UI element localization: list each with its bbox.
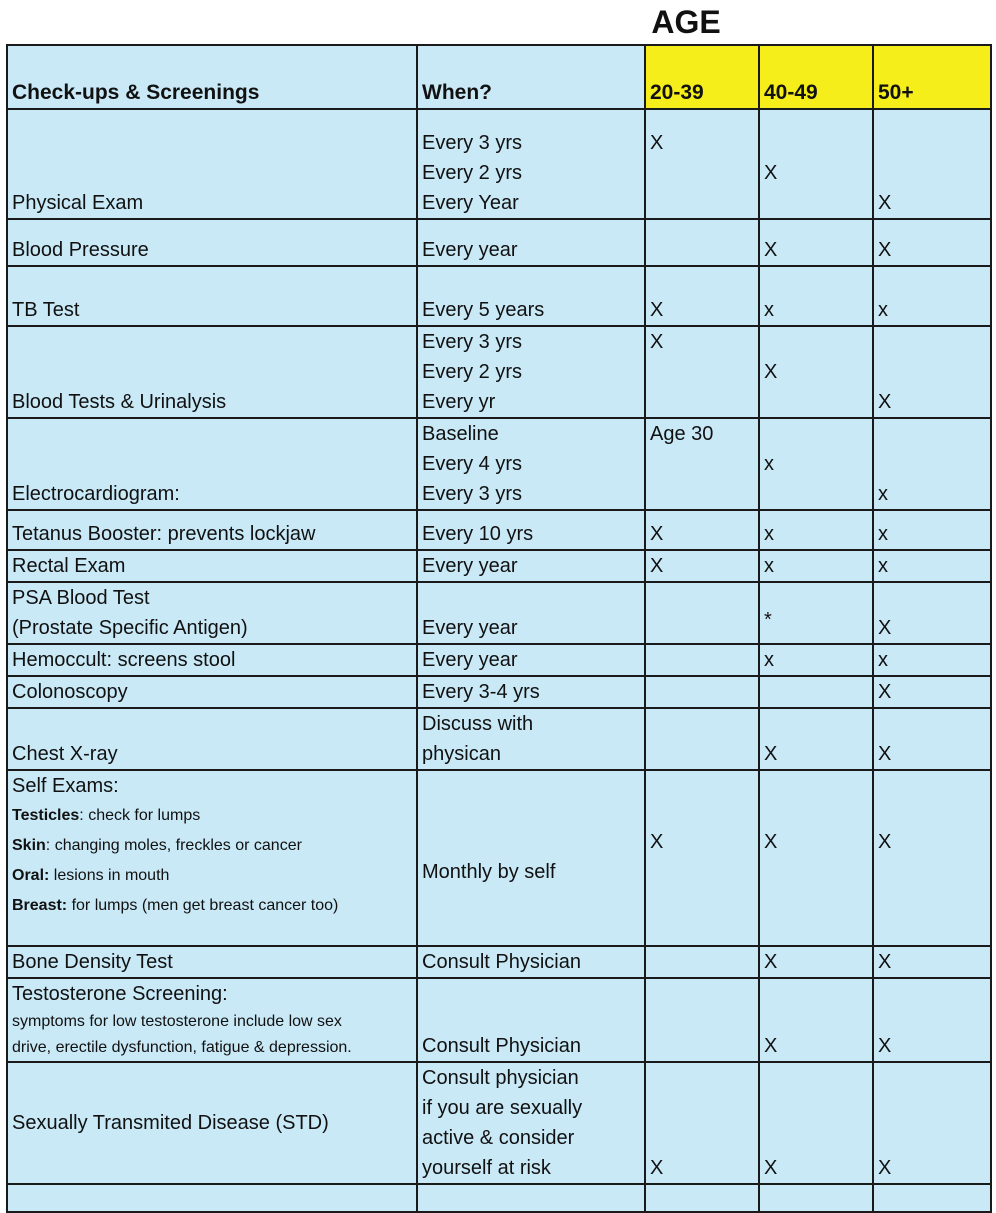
- row-age-20-39: [645, 644, 759, 676]
- row-age-40-49: X: [759, 946, 873, 978]
- empty-cell: [7, 1184, 417, 1212]
- row-age-20-39: [645, 219, 759, 266]
- row-age-50-plus: X: [873, 946, 991, 978]
- table-row: [7, 550, 991, 582]
- self-exam-skin: Skin: changing moles, freckles or cancer: [12, 837, 302, 854]
- row-when: Monthly by self: [417, 770, 645, 946]
- row-name: PSA Blood Test (Prostate Specific Antigen): [7, 582, 417, 644]
- empty-cell: [873, 1184, 991, 1212]
- row-age-20-39: X: [645, 266, 759, 326]
- row-age-40-49: X: [759, 978, 873, 1062]
- row-when: Every 3 yrs Every 2 yrs Every yr: [417, 326, 645, 418]
- row-name: Sexually Transmited Disease (STD): [7, 1062, 417, 1184]
- table-row: [7, 1062, 991, 1184]
- table-row: [7, 708, 991, 770]
- row-age-50-plus: X: [873, 978, 991, 1062]
- row-age-40-49: x: [759, 550, 873, 582]
- row-age-20-39: X: [645, 326, 759, 418]
- row-age-40-49: X: [759, 770, 873, 946]
- row-name: Electrocardiogram:: [7, 418, 417, 510]
- table-row: [7, 978, 991, 1062]
- row-age-40-49: x: [759, 644, 873, 676]
- table-row: [7, 219, 991, 266]
- table-row: [7, 644, 991, 676]
- row-age-20-39: X: [645, 1062, 759, 1184]
- self-exam-oral: Oral: lesions in mouth: [12, 867, 170, 884]
- row-age-40-49: X: [759, 1062, 873, 1184]
- row-when: Every year: [417, 219, 645, 266]
- empty-row: [7, 1184, 991, 1212]
- row-name: Bone Density Test: [7, 946, 417, 978]
- header-checkups: Check-ups & Screenings: [7, 45, 417, 109]
- row-age-20-39: [645, 946, 759, 978]
- table-row: [7, 510, 991, 550]
- table-row: [7, 946, 991, 978]
- table-row: [7, 676, 991, 708]
- row-age-50-plus: X: [873, 582, 991, 644]
- row-age-50-plus: X: [873, 770, 991, 946]
- header-when: When?: [417, 45, 645, 109]
- row-name: Blood Tests & Urinalysis: [7, 326, 417, 418]
- row-when: Every 10 yrs: [417, 510, 645, 550]
- row-age-50-plus: X: [873, 219, 991, 266]
- table-row: [7, 326, 991, 418]
- row-age-50-plus: X: [873, 326, 991, 418]
- row-age-20-39: [645, 676, 759, 708]
- table-row: [7, 109, 991, 219]
- row-name: Rectal Exam: [7, 550, 417, 582]
- row-age-40-49: X: [759, 219, 873, 266]
- row-age-50-plus: x: [873, 550, 991, 582]
- row-name: Tetanus Booster: prevents lockjaw: [7, 510, 417, 550]
- row-age-40-49: X: [759, 326, 873, 418]
- row-age-20-39: [645, 978, 759, 1062]
- row-age-40-49: X: [759, 109, 873, 219]
- empty-cell: [417, 1184, 645, 1212]
- self-exam-breast: Breast: for lumps (men get breast cancer too): [12, 897, 339, 914]
- row-when: Consult Physician: [417, 978, 645, 1062]
- row-when: Discuss with physican: [417, 708, 645, 770]
- row-age-20-39: X: [645, 109, 759, 219]
- row-when: Every year: [417, 582, 645, 644]
- row-name: Testosterone Screening: symptoms for low testosterone include low sex drive, erectile dysfunction, fatigue & depression.: [7, 978, 417, 1062]
- row-age-50-plus: x: [873, 418, 991, 510]
- row-when: Every year: [417, 644, 645, 676]
- row-name: Physical Exam: [7, 109, 417, 219]
- row-age-20-39: [645, 582, 759, 644]
- table-row: [7, 770, 991, 946]
- row-name: Colonoscopy: [7, 676, 417, 708]
- row-when: Every year: [417, 550, 645, 582]
- row-age-40-49: [759, 676, 873, 708]
- row-age-50-plus: x: [873, 644, 991, 676]
- row-age-50-plus: X: [873, 708, 991, 770]
- empty-cell: [645, 1184, 759, 1212]
- row-age-20-39: [645, 708, 759, 770]
- row-name: Self Exams: Testicles: check for lumps Skin: changing moles, freckles or cancer Oral: lesions in mouth Breast: for lumps (men get breast cancer too): [7, 770, 417, 946]
- header-age-20-39: 20-39: [645, 45, 759, 109]
- table-row: [7, 582, 991, 644]
- row-age-40-49: x: [759, 510, 873, 550]
- row-age-50-plus: X: [873, 109, 991, 219]
- row-age-50-plus: X: [873, 676, 991, 708]
- screening-table: [6, 44, 992, 1213]
- row-when: Consult Physician: [417, 946, 645, 978]
- row-age-20-39: X: [645, 550, 759, 582]
- row-when: Every 3 yrs Every 2 yrs Every Year: [417, 109, 645, 219]
- row-age-50-plus: x: [873, 266, 991, 326]
- row-age-20-39: X: [645, 510, 759, 550]
- row-age-20-39: Age 30: [645, 418, 759, 510]
- header-row: [7, 45, 991, 109]
- row-name: Hemoccult: screens stool: [7, 644, 417, 676]
- row-age-40-49: x: [759, 418, 873, 510]
- row-age-50-plus: X: [873, 1062, 991, 1184]
- empty-cell: [759, 1184, 873, 1212]
- row-age-50-plus: x: [873, 510, 991, 550]
- row-age-40-49: *: [759, 582, 873, 644]
- header-age-50-plus: 50+: [873, 45, 991, 109]
- table-row: [7, 266, 991, 326]
- self-exam-testicles: Testicles: check for lumps: [12, 807, 201, 824]
- row-when: Consult physician if you are sexually active & consider yourself at risk: [417, 1062, 645, 1184]
- row-name: TB Test: [7, 266, 417, 326]
- row-name: Chest X-ray: [7, 708, 417, 770]
- row-when: Every 5 years: [417, 266, 645, 326]
- row-when: Baseline Every 4 yrs Every 3 yrs: [417, 418, 645, 510]
- row-age-40-49: x: [759, 266, 873, 326]
- row-name: Blood Pressure: [7, 219, 417, 266]
- row-age-20-39: X: [645, 770, 759, 946]
- row-when: Every 3-4 yrs: [417, 676, 645, 708]
- table-row: [7, 418, 991, 510]
- header-age-40-49: 40-49: [759, 45, 873, 109]
- row-age-40-49: X: [759, 708, 873, 770]
- age-heading: AGE: [651, 4, 721, 40]
